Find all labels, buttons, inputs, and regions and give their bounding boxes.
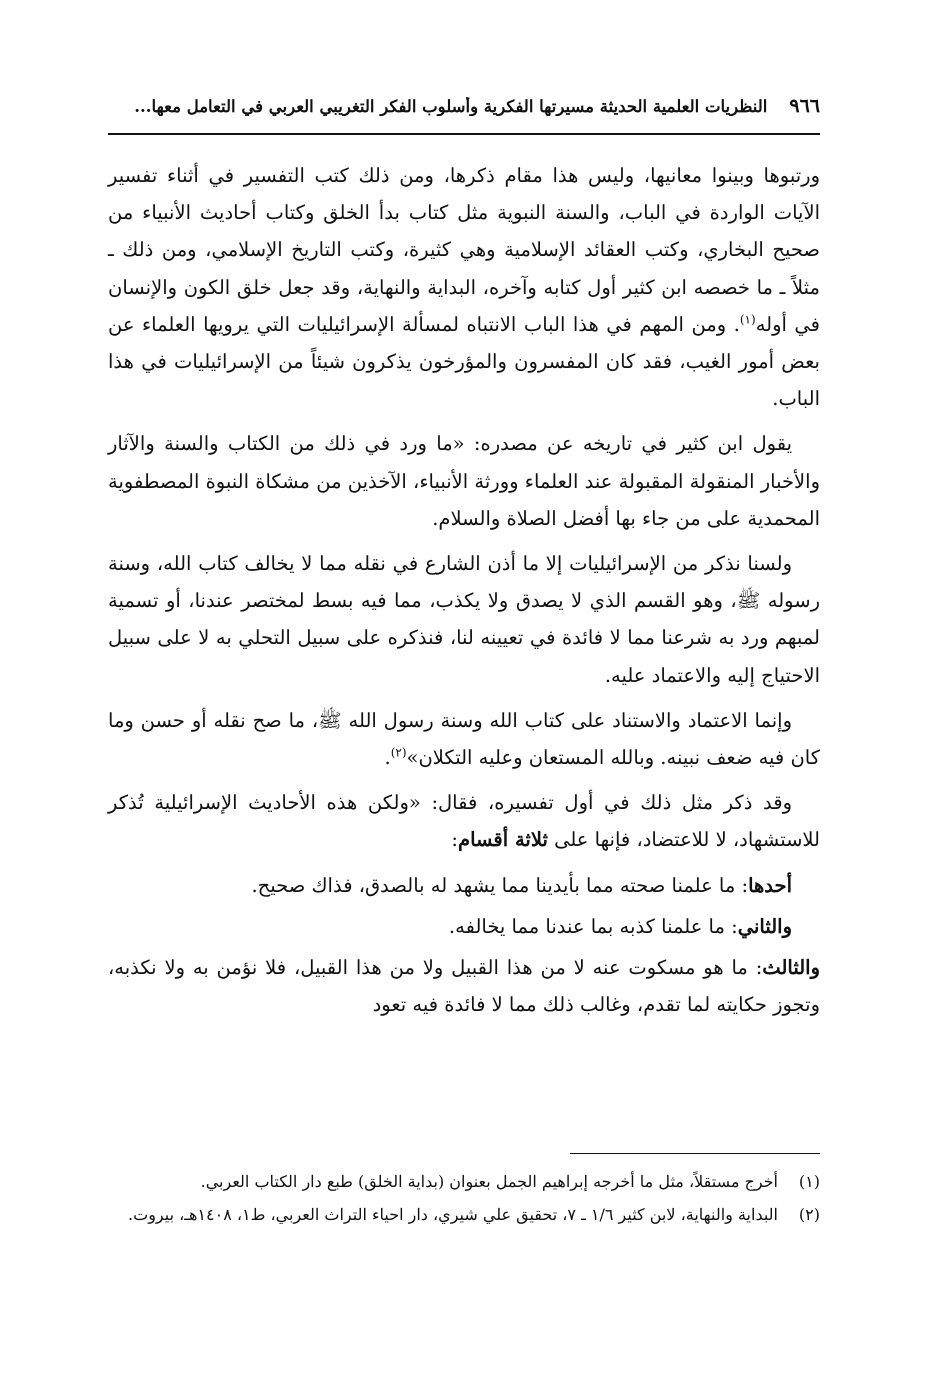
footnote-1-text: أخرج مستقلاً، مثل ما أخرجه إبراهيم الجمل بعنوان (بداية الخلق) طبع دار الكتاب العربي. — [200, 1172, 778, 1191]
category-2-text: : ما علمنا كذبه بما عندنا مما يخالفه. — [448, 914, 738, 938]
paragraph-4 — [108, 702, 820, 776]
paragraph-3-text: ولسنا نذكر من الإسرائيليات إلا ما أذن الشارع في نقله مما لا يخالف كتاب الله، وسنة رسوله ﷺ، وهو القسم الذي لا يصدق ولا يكذب، مما فيه بسط لمختصر عندنا، أو تسمية لمبهم ورد به شرعنا مما لا فائدة في تعيينه لنا، فنذكره على سبيل التحلي به لا على سبيل الاحتياج إليه والاعتماد عليه. — [108, 552, 820, 687]
paragraph-3 — [108, 545, 820, 694]
paragraph-2 — [108, 425, 820, 537]
paragraph-1-continued: . ومن المهم في هذا الباب الانتباه لمسألة الإسرائيليات التي يرويها العلماء عن بعض أمور الغيب، فقد كان المفسرون والمؤرخون يذكرون شيئاً من الإسرائيليات في هذا الباب. — [108, 312, 820, 411]
paragraph-5 — [108, 784, 820, 858]
footnote-divider — [570, 1153, 820, 1154]
footnote-2 — [108, 1199, 820, 1230]
footnotes — [108, 1153, 820, 1232]
category-2-label: والثاني — [737, 914, 792, 938]
category-3-label: والثالث — [762, 956, 820, 980]
paragraph-5-end: : — [451, 828, 458, 852]
footnote-2-text: البداية والنهاية، لابن كثير ١/٦ ـ ٧، تحقيق علي شيري، دار احياء التراث العربي، ط١، ١٤٠٨هـ، بيروت. — [128, 1205, 778, 1224]
footnote-ref-1: (١) — [739, 312, 756, 327]
book-page — [108, 95, 820, 1027]
category-1-label: أحدها — [748, 873, 792, 897]
page-number: ٩٦٦ — [789, 95, 820, 117]
paragraph-2-text: يقول ابن كثير في تاريخه عن مصدره: «ما ورد في ذلك من الكتاب والسنة والآثار والأخبار المنقولة المقبولة عند العلماء وورثة الأنبياء، الآخذين من مشكاة النبوة المصطفوية المحمدية على من جاء بها أفضل الصلاة والسلام. — [108, 432, 820, 530]
category-1-text: : ما علمنا صحته مما بأيدينا مما يشهد له بالصدق، فذاك صحيح. — [251, 873, 749, 897]
category-1 — [108, 867, 820, 904]
paragraph-4-end: . — [384, 746, 391, 770]
footnote-2-number: (٢) — [798, 1205, 820, 1224]
paragraph-1-text: ورتبوها وبينوا معانيها، وليس هذا مقام ذكرها، ومن ذلك كتب التفسير في أثناء تفسير الآيات الواردة في الباب، والسنة النبوية مثل كتاب بدأ الخلق وكتاب أحاديث الأنبياء من صحيح البخاري، وكتب العقائد الإسلامية وهي كثيرة، وكتب التاريخ الإسلامي، ومن ذلك ـ مثلاً ـ ما خصصه ابن كثير أول كتابه وآخره، البداية والنهاية، وقد جعل خلق الكون والإنسان في أوله — [108, 164, 820, 336]
paragraph-5-bold: ثلاثة أقسام — [458, 828, 548, 852]
category-2 — [108, 908, 820, 945]
footnote-1-number: (١) — [798, 1172, 820, 1191]
paragraph-5-text: وقد ذكر مثل ذلك في أول تفسيره، فقال: «ولكن هذه الأحاديث الإسرائيلية تُذكر للاستشهاد، لا للاعتضاد، فإنها على — [108, 791, 820, 852]
footnote-ref-2: (٢) — [390, 745, 407, 760]
running-title: النظريات العلمية الحديثة مسيرتها الفكرية وأسلوب الفكر التغريبي العربي في التعامل معها... — [134, 97, 768, 116]
category-3-text: : ما هو مسكوت عنه لا من هذا القبيل ولا من هذا القبيل، فلا نؤمن به ولا نكذبه، وتجوز حكايته لما تقدم، وغالب ذلك مما لا فائدة فيه تعود — [108, 956, 820, 1017]
page-header — [108, 95, 820, 135]
paragraph-1 — [108, 157, 820, 417]
paragraph-4-text: وإنما الاعتماد والاستناد على كتاب الله وسنة رسول الله ﷺ، ما صح نقله أو حسن وما كان فيه ضعف نبينه. وبالله المستعان وعليه التكلان» — [108, 708, 820, 770]
main-text — [108, 157, 820, 1023]
category-3 — [108, 949, 820, 1023]
footnote-1 — [108, 1166, 820, 1197]
